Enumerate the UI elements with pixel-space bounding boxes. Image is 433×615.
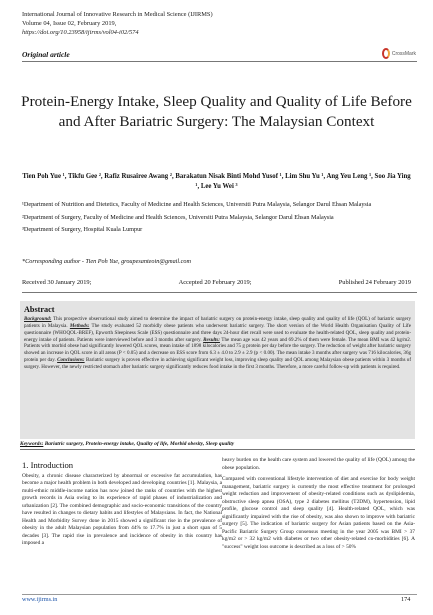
- crossmark-label: CrossMark: [391, 50, 416, 57]
- affiliation-2: ²Department of Surgery, Faculty of Medicine and Health Sciences, Universiti Putra Malaysia, Selangor Darul Ehsan Malaysia: [22, 213, 334, 221]
- journal-volume: Volume 04, Issue 02, February 2019,: [22, 20, 117, 27]
- crossmark-logo[interactable]: [382, 47, 416, 60]
- abstract-text: [24, 316, 411, 371]
- abstract-box: [20, 301, 415, 439]
- keywords: [20, 441, 415, 450]
- intro-paragraph-1: Obesity, a chronic disease characterized by abnormal or excessive fat accumulation, has become a major health problem in both developed and developing countries [1]. Malaysia, a multi-ethnic middle-income nation has now joined the ranks of countries with the highest growth records in Asia owing to its experience of rapid phases of industrialization and urbanization [2]. The combined demographic and socio-economic transitions of the country have resulted in changes to dietary habits and lifestyles of Malaysians. In fact, the National Health and Morbidity Survey done in 2015 showed a significant rise in the prevalence of obesity in the adult Malaysian population from 44% to 17.7% in just a short span of 5 decades [3]. The rapid rise in prevalence and incidence of obesity in this country has imposed a: [22, 472, 222, 546]
- journal-name: International Journal of Innovative Research in Medical Science (IJIRMS): [22, 11, 213, 18]
- left-column: [22, 458, 222, 548]
- journal-header: [22, 10, 213, 37]
- crossmark-icon: [382, 48, 390, 59]
- intro-paragraph-continued: heavy burden on the health care system and lowered the quality of life (QOL) among the obese population.: [222, 457, 415, 471]
- received-date: Received 30 January 2019;: [22, 279, 92, 286]
- affiliation-1: ¹Department of Nutrition and Dietetics, Faculty of Medicine and Health Sciences, Universiti Putra Malaysia, Selangor Darul Ehsan Malaysia: [22, 201, 372, 208]
- header-divider: [22, 61, 417, 62]
- right-column: [222, 457, 415, 551]
- dates-divider: [22, 292, 417, 293]
- results-label: Results:: [203, 336, 220, 343]
- page-number: 174: [401, 596, 411, 603]
- keywords-label: Keywords:: [20, 441, 44, 447]
- intro-heading: 1. Introduction: [22, 460, 74, 470]
- published-date: Published 24 February 2019: [338, 279, 411, 286]
- article-type: Original article: [22, 50, 70, 59]
- background-text: This prospective observational study aimed to determine the impact of bariatric surgery on protein-energy intake, sleep quality and quality of life (QOL) of bariatric surgery patients in Malaysia.: [24, 316, 411, 329]
- intro-paragraph-2: Compared with conventional lifestyle intervention of diet and exercise for body weight management, bariatric surgery is currently the most effective treatment for prolonged weight reduction and improvement of obesity-related conditions such as dyslipidemia, obstructive sleep apnea (OSA), type 2 diabetes mellitus (T2DM), hypertension, lipid profile, glucose control and sleep quality [4]. Health-related QOL, which was significantly impaired with the rise of obesity, was also shown to improve with bariatric surgery [5]. The indication of bariatric surgery for Asian patients based on the Asia-Pacific Bariatric Surgery Group consensus meeting in the year 2005 was BMI > 37 kg/m2 or > 32 kg/m2 with diabetes or two other obesity-related co-morbidities [6]. A "success" weight loss outcome is described as a loss of > 50%: [222, 476, 415, 550]
- paper-title: Protein-Energy Intake, Sleep Quality and Quality of Life Before and After Bariatric Surgery: The Malaysian Context: [21, 93, 412, 130]
- abstract-heading: Abstract: [24, 305, 55, 314]
- affiliations: [22, 200, 412, 238]
- author-list: Tien Poh Yue ¹, Tikfu Gee ², Rafiz Rusairee Awang ², Barakatun Nisak Binti Mohd Yusof ¹, Lim Shu Yu ¹, Ang Yeu Leng ¹, Soo Jia Ying ¹, Lee Yu Wei ³: [22, 173, 411, 190]
- methods-text: The study evaluated 52 morbidly obese patients who underwent bariatric surgery. The short version of the World Health Organisation Quality of Life questionnaire (WHOQOL-BREF), Epworth Sleepiness Scale (ESS) questionnaire and three days 24-hour diet recall were used to evaluate the health-related QOL, sleep quality and protein-energy intake of patients. Patients were interviewed before and 3 months after surgery.: [24, 322, 411, 343]
- article-dates: [22, 279, 411, 286]
- accepted-date: Accepted 20 February 2019;: [178, 279, 252, 286]
- keywords-values: Bariatric surgery, Protein-energy intake, Quality of life, Morbid obesity, Sleep quality: [43, 441, 235, 447]
- conclusion-text: Bariatric surgery is proven effective in achieving significant weight loss, improving sleep quality and QOL among Malaysian obese patients within 3 months of surgery. However, the newly restricted stomach after bariatric surgery significantly reduces food intake in the first 3 months. Therefore, a more careful follow-up with patients is required.: [24, 357, 412, 370]
- conclusion-label: Conclusions:: [57, 357, 85, 364]
- affiliation-3: ³Department of Surgery, Hospital Kuala Lumpur: [22, 226, 143, 233]
- footer-divider: [22, 594, 417, 595]
- corresponding-author: *Corresponding author - Tien Poh Yue, groupesanteoin@gmail.com: [22, 258, 191, 265]
- results-text: The mean age was 42 years and 69.2% of them were female. The mean BMI was 42 kg/m2. Patients with morbid obese had significantly lowered QOL scores, mean intake of 1898 kilocalories and 75 g protein per day before the surgery. The reduction of weight after bariatric surgery showed an increase in QOL score in all areas (P < 0.05) and a decrease on ESS score from 6.3 ± 4.0 to 2.9 ± 2.9 (p < 0.00). The mean intake 3 months after surgery was 716 kilocalories, 36g protein per day.: [24, 336, 411, 364]
- methods-label: Methods:: [69, 322, 90, 329]
- doi-link[interactable]: https://doi.org/10.23958/ijirms/vol04-i02/574: [22, 29, 139, 36]
- background-label: Background:: [24, 316, 52, 322]
- footer-website-link[interactable]: www.ijirms.in: [22, 596, 58, 603]
